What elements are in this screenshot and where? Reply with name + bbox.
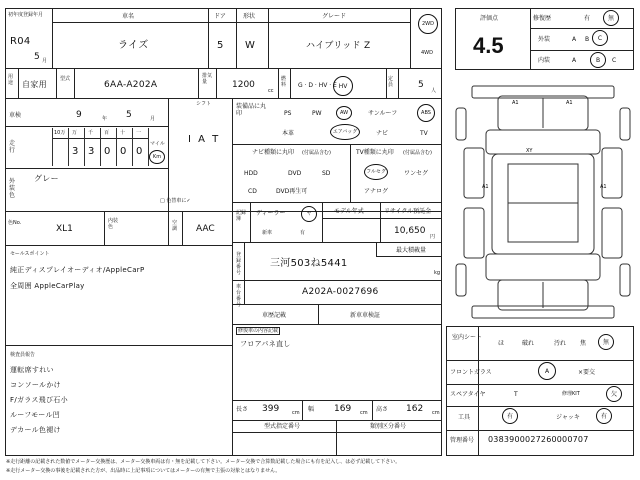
divider	[530, 8, 531, 70]
divider	[530, 50, 634, 51]
divider	[380, 202, 381, 242]
shape-value: W	[245, 40, 255, 51]
windshield-option: ×要交	[578, 369, 596, 376]
dealer-yes: ヤ	[306, 211, 312, 217]
tv-item: アナログ	[364, 188, 389, 195]
navi-sub: (付属品含む)	[302, 150, 331, 156]
repair-content-label: 修復車の内容記載	[238, 328, 279, 334]
width-value: 169	[334, 404, 352, 414]
cc-value: 1200	[232, 80, 255, 90]
note-line: コンソールかけ	[10, 381, 61, 389]
equip-aw-circle	[336, 106, 352, 120]
navi-item: DVD	[288, 170, 302, 177]
equipment-label: 装備品に丸印	[236, 103, 267, 117]
registration-label: 登録番号	[236, 252, 242, 276]
drive-2wd: 2WD	[422, 21, 434, 27]
divider	[410, 8, 411, 68]
color-change-note: □ 色替車に✓	[160, 198, 191, 204]
divider	[386, 68, 387, 98]
mileage-label: 走行	[9, 140, 16, 154]
first-reg-label: 初年度登録年月	[8, 12, 44, 18]
diagram-label: A1	[512, 100, 519, 106]
divider	[268, 8, 269, 68]
divider	[278, 68, 279, 98]
equip-item: サンルーフ	[368, 110, 398, 117]
drive-4wd: 4WD	[421, 50, 433, 56]
recycle-amount: 10,650	[394, 226, 426, 236]
mileage-digit: 0	[104, 146, 111, 157]
tv-sub: (付属品含む)	[403, 150, 432, 156]
equip-item: TV	[420, 130, 428, 137]
note-line: 運転席すれい	[10, 366, 54, 374]
tv-item: ワンセグ	[404, 170, 429, 177]
navi-label: ナビ種類に丸印	[252, 149, 295, 156]
height-unit: cm	[432, 410, 440, 416]
seat-label: 室内シート	[452, 334, 483, 341]
height-value: 162	[406, 404, 424, 414]
dealer-label: ディーラー	[256, 210, 286, 217]
interior-grade: A	[572, 57, 577, 64]
capacity-unit: 人	[431, 88, 437, 94]
footer-note: ※走行メーター交換の事後を記載された方が、出品時に上記事項についてはメーターの有無で主張の対象とはなりません。	[6, 468, 281, 474]
divider	[5, 98, 442, 99]
divider	[232, 432, 442, 433]
color-no-label: 色No.	[8, 220, 22, 226]
length-unit: cm	[292, 410, 300, 416]
divider	[398, 68, 399, 98]
divider	[232, 324, 442, 325]
repair-history-selected-circle	[603, 10, 619, 26]
capacity-label: 定員	[388, 76, 394, 88]
registration-value: 三河503ね5441	[270, 258, 348, 269]
fuel-label: 燃料	[281, 76, 287, 88]
divider	[104, 211, 105, 245]
divider	[322, 202, 323, 242]
spare-tire-selected: 欠	[610, 390, 617, 398]
digit-head: 一	[136, 130, 142, 136]
model-year-label: モデル年式	[334, 208, 364, 215]
seat-option: 焦	[580, 340, 587, 347]
grade-label: グレード	[322, 13, 347, 20]
divider	[5, 211, 442, 212]
equip-aw: AW	[339, 110, 349, 116]
shift-label: シフト	[196, 101, 212, 107]
equip-abs-circle	[417, 104, 435, 122]
inspection-label: 車検	[9, 112, 22, 119]
class-label: 類別区分番号	[370, 423, 407, 430]
divider	[232, 144, 442, 145]
equip-airbag: エアバッグ	[332, 129, 358, 135]
divider	[232, 242, 442, 243]
interior-grade: C	[612, 57, 617, 64]
divider	[168, 98, 169, 211]
divider	[232, 420, 442, 421]
divider	[208, 8, 209, 68]
seat-option: ほ	[498, 340, 505, 347]
tools-selected: 有	[506, 412, 513, 420]
first-reg-era: R04	[10, 36, 31, 47]
model-label: 車名	[122, 13, 135, 20]
fuel-selected: HV	[338, 82, 348, 90]
length-label: 長さ	[236, 406, 249, 413]
dealer-yes-circle	[301, 206, 317, 222]
doors-label: ドア	[214, 13, 226, 20]
interior-selected-circle	[590, 52, 606, 68]
jack-selected: 有	[600, 412, 607, 420]
divider	[198, 68, 199, 98]
divider	[232, 400, 442, 401]
divider	[446, 430, 634, 431]
ac-value: AAC	[196, 224, 215, 234]
fuel-selected-circle	[333, 76, 353, 96]
jack-label: ジャッキ	[556, 414, 580, 421]
equip-item: PS	[284, 110, 292, 117]
height-label: 高さ	[376, 406, 389, 413]
repair-label: 車歴記載	[262, 312, 287, 319]
navi-item: HDD	[244, 170, 258, 177]
spare-tire-label: スペアタイヤ	[450, 391, 486, 398]
load-unit: kg	[434, 270, 441, 276]
score-label: 評価点	[480, 15, 499, 22]
divider	[232, 98, 233, 456]
divider	[182, 211, 183, 245]
score-value: 4.5	[473, 33, 504, 58]
divider	[74, 68, 75, 98]
spare-tire-selected-circle	[606, 386, 622, 402]
divider	[376, 242, 377, 256]
equip-item: 本革	[282, 130, 295, 137]
digit-head: 10万	[54, 130, 66, 136]
divider	[18, 68, 19, 98]
divider	[56, 68, 57, 98]
seat-selected-circle	[598, 334, 614, 350]
management-value: 0383900027260000707	[488, 435, 589, 444]
type-value: 6AA-A202A	[104, 80, 158, 90]
divider	[290, 68, 291, 98]
windshield-selected: A	[544, 367, 550, 375]
divider	[5, 245, 232, 246]
sales-point-line: 純正ディスプレイオーディオ/AppleCarP	[10, 266, 145, 274]
vin-value: A202A-0027696	[302, 287, 379, 297]
exterior-label: 外装	[538, 36, 551, 43]
diagram-label: XY	[526, 148, 533, 154]
seat-selected: 無	[602, 338, 609, 346]
divider	[250, 202, 251, 242]
divider	[5, 345, 232, 346]
divider	[372, 400, 373, 420]
inspection-year: 9	[76, 110, 82, 120]
car-outline	[456, 86, 630, 318]
doors-value: 5	[217, 40, 224, 51]
note-line: デカール色褪け	[10, 426, 61, 434]
divider	[376, 256, 442, 257]
divider	[446, 360, 634, 361]
inspection-year-unit: 年	[102, 116, 108, 122]
management-label: 管理番号	[450, 437, 475, 444]
repair-history-label: 修復歴	[533, 15, 552, 22]
drive-2wd-circle	[418, 14, 438, 34]
shift-value: I A T	[188, 134, 221, 145]
digit-head: 万	[72, 130, 78, 136]
equip-item: PW	[312, 110, 322, 117]
first-reg-month: 5	[34, 52, 40, 62]
equip-airbag-circle	[330, 124, 360, 140]
inspection-month-unit: 月	[150, 116, 156, 122]
width-label: 幅	[308, 406, 315, 413]
navi-item: CD	[248, 188, 257, 195]
exterior-color-label: 外装色	[9, 178, 16, 199]
spare-tire-option: T	[514, 391, 518, 398]
divider	[530, 28, 634, 29]
navi-item: DVD再生可	[276, 188, 308, 195]
exterior-selected: C	[597, 34, 603, 42]
digit-head: 十	[120, 130, 126, 136]
tv-selected: フルセグ	[366, 169, 386, 175]
exterior-color-value: グレー	[34, 174, 59, 183]
exterior-selected-circle	[592, 30, 608, 46]
footer-note: ※走行距離の記載された数値でメーター交換歴は、メーター交換車両は有・無を記載して下さい。メーター交換で合算数記載した場合にも有を記入し、は必ず記載して下さい。	[6, 459, 401, 465]
book-label: 記録簿	[236, 210, 247, 222]
divider	[302, 400, 303, 420]
divider	[232, 280, 442, 281]
divider	[52, 8, 53, 68]
usage-label: 用途	[8, 74, 14, 86]
note-line: ルーフモール凹	[10, 411, 61, 419]
exterior-grade: A	[572, 36, 577, 43]
sales-point-line: 全周囲 AppleCarPlay	[10, 282, 85, 290]
type-designation-label: 型式指定番号	[264, 423, 301, 430]
interior-selected: B	[595, 56, 601, 64]
repair-history-option: 有	[584, 15, 591, 22]
inspection-month: 5	[126, 110, 132, 120]
grade-value: ハイブリッド Z	[306, 41, 371, 51]
notes-label: 検査員報告	[10, 352, 36, 358]
tv-selected-circle	[364, 164, 388, 180]
mileage-digit: 0	[136, 146, 143, 157]
digit-head: 百	[104, 130, 110, 136]
divider	[5, 168, 168, 169]
load-label: 最大積載量	[396, 247, 427, 254]
divider	[322, 218, 442, 219]
divider	[5, 68, 442, 69]
jack-selected-circle	[596, 408, 612, 424]
usage-value: 自家用	[22, 80, 47, 89]
mileage-digit: 3	[72, 146, 79, 157]
windshield-label: フロントガラス	[450, 369, 492, 376]
color-no-value: XL1	[56, 224, 73, 234]
recycle-label: リサイクル預託金	[384, 208, 432, 215]
divider	[350, 144, 351, 202]
divider	[232, 304, 442, 305]
divider	[446, 384, 634, 385]
divider	[168, 211, 169, 245]
note-line: F/ガラス飛び石小	[10, 396, 68, 404]
cc-label: 排気量	[202, 73, 213, 85]
divider	[232, 202, 442, 203]
divider	[216, 68, 217, 98]
diagram-label: A1	[600, 184, 607, 190]
digit-head: 千	[88, 130, 94, 136]
recycle-unit: 円	[430, 234, 436, 240]
new-car-label: 新車	[262, 230, 273, 236]
capacity-value: 5	[418, 80, 424, 90]
divider	[318, 304, 319, 324]
ac-label: 空調	[172, 220, 178, 232]
mileage-grid	[52, 128, 148, 166]
exterior-grade: B	[585, 36, 590, 43]
seat-option: 破れ	[522, 340, 535, 347]
type-label: 型式	[60, 76, 71, 82]
vin-label: 車台番号	[236, 284, 242, 308]
divider	[446, 406, 634, 407]
mileage-unit-km: Km	[152, 154, 162, 160]
shape-label: 形状	[243, 13, 256, 20]
month-unit: 月	[42, 58, 48, 64]
interior-label: 内装	[538, 57, 551, 64]
mileage-digit: 0	[120, 146, 127, 157]
tools-selected-circle	[502, 408, 518, 424]
mileage-unit-circle	[149, 150, 165, 164]
cc-unit: cc	[268, 88, 274, 94]
sales-point-label: セールスポイント	[10, 251, 50, 257]
divider	[244, 242, 245, 304]
diagram-label: A1	[482, 184, 489, 190]
model-value: ライズ	[118, 40, 149, 51]
repair-history-selected: 無	[607, 14, 614, 22]
fuel-options: G · D · HV · E	[298, 82, 337, 89]
tv-label: TV種類に丸印	[356, 149, 394, 156]
divider	[336, 420, 337, 456]
mileage-unit-mile: マイル	[150, 141, 165, 147]
width-unit: cm	[360, 410, 368, 416]
repair-new-label: 新車車検証	[350, 312, 381, 319]
seat-option: 汚れ	[554, 340, 567, 347]
equip-item: ナビ	[376, 130, 389, 137]
mileage-digit: 3	[88, 146, 95, 157]
tools-label: 工具	[458, 414, 471, 421]
divider	[236, 8, 237, 68]
spare-tire-option: 修理KIT	[562, 391, 580, 397]
equip-abs: ABS	[421, 110, 431, 116]
other-label: 有	[300, 230, 306, 236]
windshield-selected-circle	[538, 362, 556, 380]
diagram-label: A1	[566, 100, 573, 106]
car-damage-diagram	[452, 78, 636, 326]
interior-color-label: 内装色	[108, 218, 119, 230]
length-value: 399	[262, 404, 280, 414]
divider	[52, 22, 410, 23]
navi-item: SD	[322, 170, 331, 177]
repair-value: フロアパネ直し	[240, 340, 291, 348]
divider	[5, 126, 168, 127]
